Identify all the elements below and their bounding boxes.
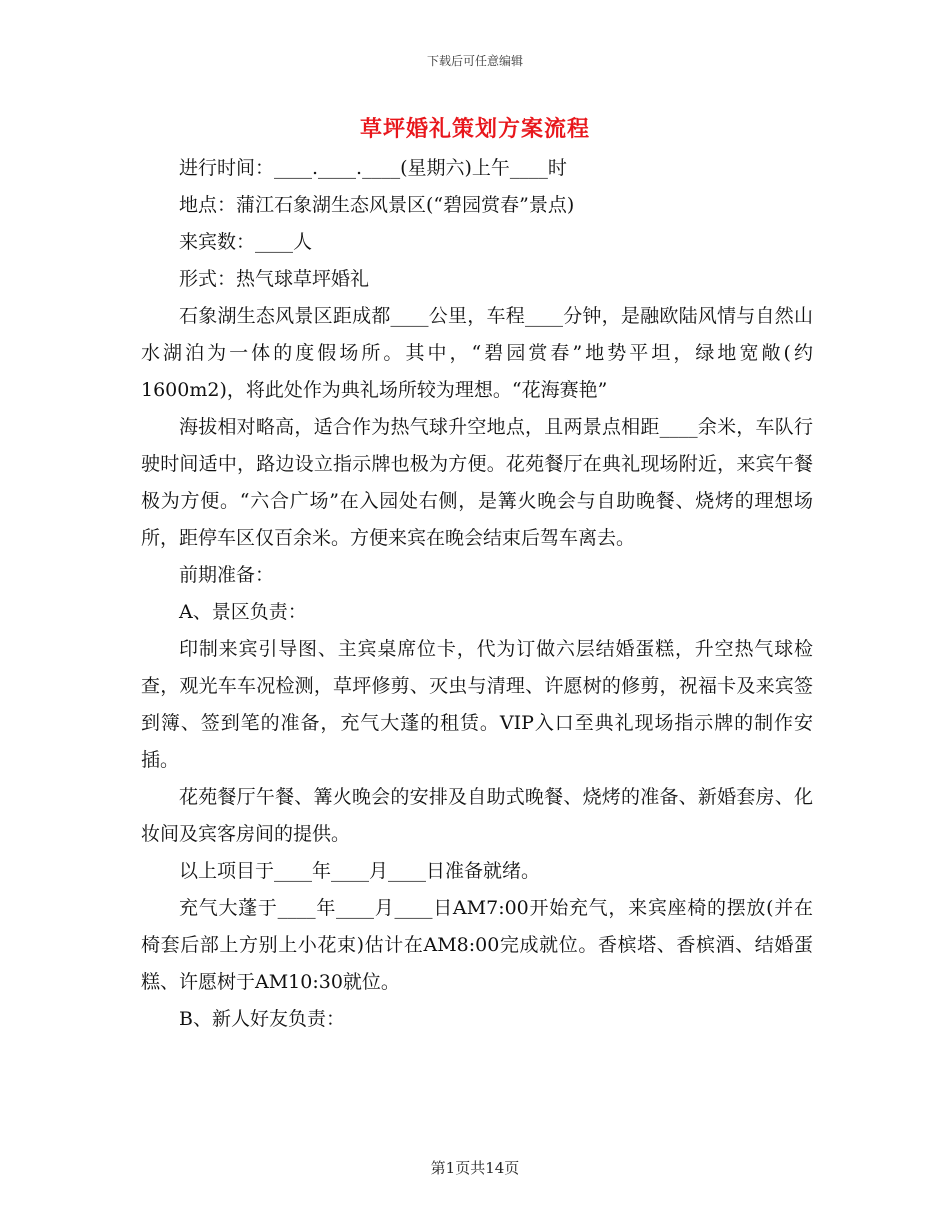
paragraph-venue-description: 石象湖生态风景区距成都____公里，车程____分钟，是融欧陆风情与自然山水湖泊为一体的度假场所。其中，“碧园赏春”地势平坦，绿地宽敞(约1600m2)，将此处作为典礼场所较为理想。“花海赛艳”: [141, 305, 813, 401]
page-header-note: 下载后可任意编辑: [426, 54, 523, 68]
paragraph-time: 进行时间：____.____.____(星期六)上午____时: [179, 157, 567, 179]
paragraph-section-a-items: 印制来宾引导图、主宾桌席位卡，代为订做六层结婚蛋糕，升空热气球检查，观光车车况检测，草坪修剪、灭虫与清理、许愿树的修剪，祝福卡及来宾签到簿、签到笔的准备，充气大蓬的租赁。VIP入口至典礼现场指示牌的制作安插。: [141, 638, 813, 771]
paragraph-restaurant: 花苑餐厅午餐、篝火晚会的安排及自助式晚餐、烧烤的准备、新婚套房、化妆间及宾客房间的提供。: [141, 786, 813, 845]
document-title: 草坪婚礼策划方案流程: [359, 116, 590, 142]
paragraph-section-a-heading: A、景区负责：: [179, 601, 307, 623]
paragraph-venue-details: 海拔相对略高，适合作为热气球升空地点，且两景点相距____余米，车队行驶时间适中，路边设立指示牌也极为方便。花苑餐厅在典礼现场附近，来宾午餐极为方便。“六合广场”在入园处右侧，是篝火晚会与自助晚餐、烧烤的理想场所，距停车区仅百余米。方便来宾在晚会结束后驾车离去。: [141, 416, 813, 549]
paragraph-format: 形式：热气球草坪婚礼: [179, 268, 370, 290]
paragraph-location: 地点：蒲江石象湖生态风景区(“碧园赏春”景点): [179, 194, 575, 216]
paragraph-section-b-heading: B、新人好友负责：: [179, 1008, 345, 1030]
page-footer-number: 第1页共14页: [430, 1159, 520, 1177]
paragraph-preparation-heading: 前期准备：: [179, 564, 275, 586]
paragraph-ready-date: 以上项目于____年____月____日准备就绪。: [179, 860, 541, 882]
paragraph-tent-setup: 充气大蓬于____年____月____日AM7:00开始充气，来宾座椅的摆放(并在椅套后部上方别上小花束)估计在AM8:00完成就位。香槟塔、香槟酒、结婚蛋糕、许愿树于AM10:30就位。: [141, 897, 813, 993]
document-body: [141, 150, 813, 1038]
paragraph-guest-count: 来宾数：____人: [179, 231, 313, 253]
